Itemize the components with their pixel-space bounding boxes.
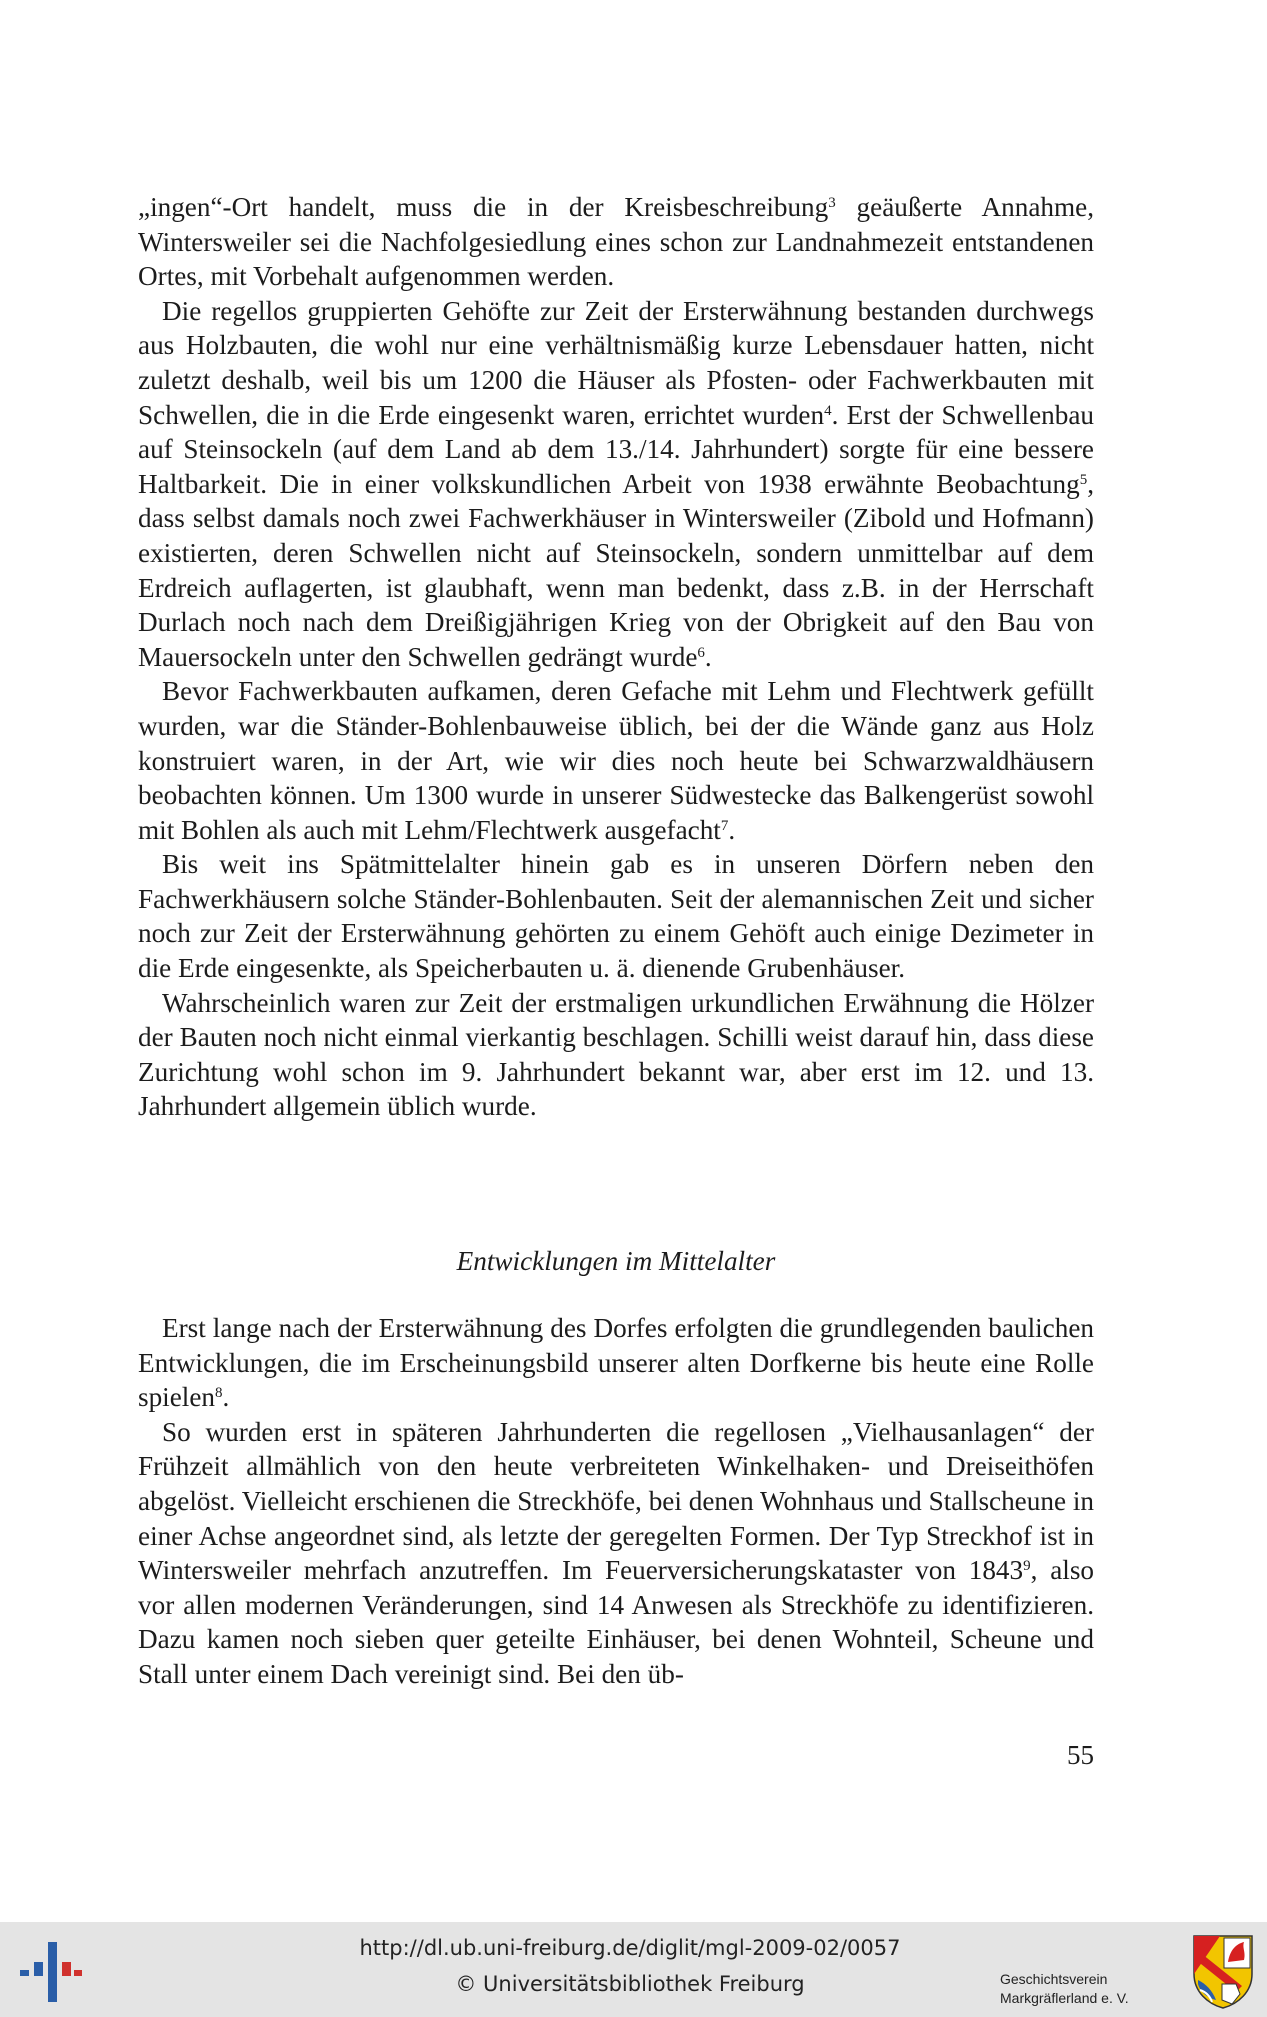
- footnote-marker: 8: [215, 1385, 223, 1402]
- footer-url-link[interactable]: http://dl.ub.uni-freiburg.de/diglit/mgl-2009-02/0057: [359, 1936, 901, 1960]
- paragraph: [138, 986, 1094, 1124]
- paragraph: [138, 674, 1094, 847]
- society-name: [1000, 1970, 1190, 2008]
- society-name-line2: Markgräflerland e. V.: [1000, 1990, 1129, 2006]
- society-name-line1: Geschichtsverein: [1000, 1971, 1108, 1987]
- paragraph-text: „ingen“-Ort handelt, muss die in der Kreisbeschreibung: [138, 192, 829, 222]
- markgraeflerland-crest-icon: [1192, 1934, 1254, 2010]
- ub-freiburg-logo-icon: [14, 1936, 84, 2006]
- paragraph-text: Bis weit ins Spätmittelalter hinein gab es in unseren Dörfern neben den Fachwerkhäusern solche Ständer-Bohlenbauten. Seit der alemannischen Zeit und sicher noch zur Zeit der Ersterwähnung gehörten zu einem Gehöft auch einige Dezimeter in die Erde eingesenkte, als Speicherbauten u. ä. dienende Grubenhäuser.: [138, 849, 1094, 984]
- page-number: 55: [1067, 1740, 1094, 1770]
- paragraph: [138, 847, 1094, 985]
- footnote-marker: 7: [720, 817, 729, 834]
- paragraph: [138, 294, 1094, 675]
- body-text-lower: [138, 1311, 1094, 1692]
- paragraph: [138, 190, 1094, 294]
- paragraph-text: .: [728, 814, 736, 845]
- paragraph: [138, 1311, 1094, 1415]
- paragraph-text: geäußerte Annahme, Wintersweiler sei die Nachfolgesiedlung eines schon zur Landnahmezeit entstandenen Ortes, mit Vorbehalt aufgenommen werden.: [138, 192, 1094, 292]
- paragraph-text: Die regellos gruppierten Gehöfte zur Zeit der Ersterwähnung bestanden durchwegs aus Holzbauten, die wohl nur eine verhältnismäßig kurze Lebensdauer hatten, nicht zuletzt deshalb, weil bis um 1200 die Häuser als Pfosten- oder Fachwerkbauten mit Schwellen, die in die Erde eingesenkt waren, errichtet wurden: [138, 295, 1094, 430]
- footnote-marker: 4: [824, 402, 832, 419]
- paragraph-text: , also vor allen modernen Veränderungen, sind 14 Anwesen als Streckhöfe zu identifizieren. Dazu kamen noch sieben quer geteilte Einhäuser, bei denen Wohnteil, Scheune und Stall unter einem Dach vereinigt sind. Bei den üb-: [138, 1555, 1095, 1689]
- footnote-marker: 6: [697, 644, 705, 661]
- paragraph-text: So wurden erst in späteren Jahrhunderten die regellosen „Vielhausanlagen“ der Frühzeit allmählich von den heute verbreiteten Winkelhaken- und Dreiseithöfen abgelöst. Vielleicht erschienen die Streckhöfe, bei denen Wohnhaus und Stallscheune in einer Achse angeordnet sind, als letzte der geregelten Formen. Der Typ Streckhof ist in Wintersweiler mehrfach anzutreffen. Im Feuerversicherungskataster von 1843: [138, 1416, 1094, 1586]
- footer-copyright: © Universitätsbibliothek Freiburg: [455, 1972, 805, 1996]
- footer-bar: [0, 1922, 1267, 2017]
- footnote-marker: 5: [1079, 471, 1088, 488]
- section-heading: Entwicklungen im Mittelalter: [456, 1246, 776, 1276]
- paragraph-text: Bevor Fachwerkbauten aufkamen, deren Gefache mit Lehm und Flechtwerk gefüllt wurden, war die Ständer-Bohlenbauweise üblich, bei der die Wände ganz aus Holz konstruiert waren, in der Art, wie wir dies noch heute bei Schwarzwaldhäusern beobachten können. Um 1300 wurde in unserer Südwestecke das Balkengerüst sowohl mit Bohlen als auch mit Lehm/Flechtwerk ausgefacht: [138, 676, 1094, 845]
- footnote-marker: 9: [1023, 1558, 1031, 1575]
- body-text-upper: [138, 190, 1094, 1124]
- paragraph-text: .: [704, 641, 712, 672]
- paragraph-text: Wahrscheinlich waren zur Zeit der erstmaligen urkundlichen Erwähnung die Hölzer der Bauten noch nicht einmal vierkantig beschlagen. Schilli weist darauf hin, dass diese Zurichtung wohl schon im 9. Jahrhundert bekannt war, aber erst im 12. und 13. Jahrhundert allgemein üblich wurde.: [138, 987, 1094, 1122]
- paragraph-text: , dass selbst damals noch zwei Fachwerkhäuser in Wintersweiler (Zibold und Hofmann) existierten, deren Schwellen nicht auf Steinsockeln, sondern unmittelbar auf dem Erdreich auflagerten, ist glaubhaft, wenn man bedenkt, dass z.B. in der Herrschaft Durlach noch nach dem Dreißigjährigen Krieg von der Obrigkeit auf den Bau von Mauersockeln unter den Schwellen gedrängt wurde: [138, 468, 1094, 672]
- paragraph: [138, 1415, 1094, 1692]
- paragraph-text: . Erst der Schwellenbau auf Steinsockeln (auf dem Land ab dem 13./14. Jahrhundert) sorgte für eine bessere Haltbarkeit. Die in einer volkskundlichen Arbeit von 1938 erwähnte Beobachtung: [138, 399, 1094, 499]
- paragraph-text: .: [222, 1382, 230, 1413]
- paragraph-text: Erst lange nach der Ersterwähnung des Dorfes erfolgten die grundlegenden baulichen Entwicklungen, die im Erscheinungsbild unserer alten Dorfkerne bis heute eine Rolle spielen: [138, 1313, 1094, 1413]
- footnote-marker: 3: [828, 194, 836, 211]
